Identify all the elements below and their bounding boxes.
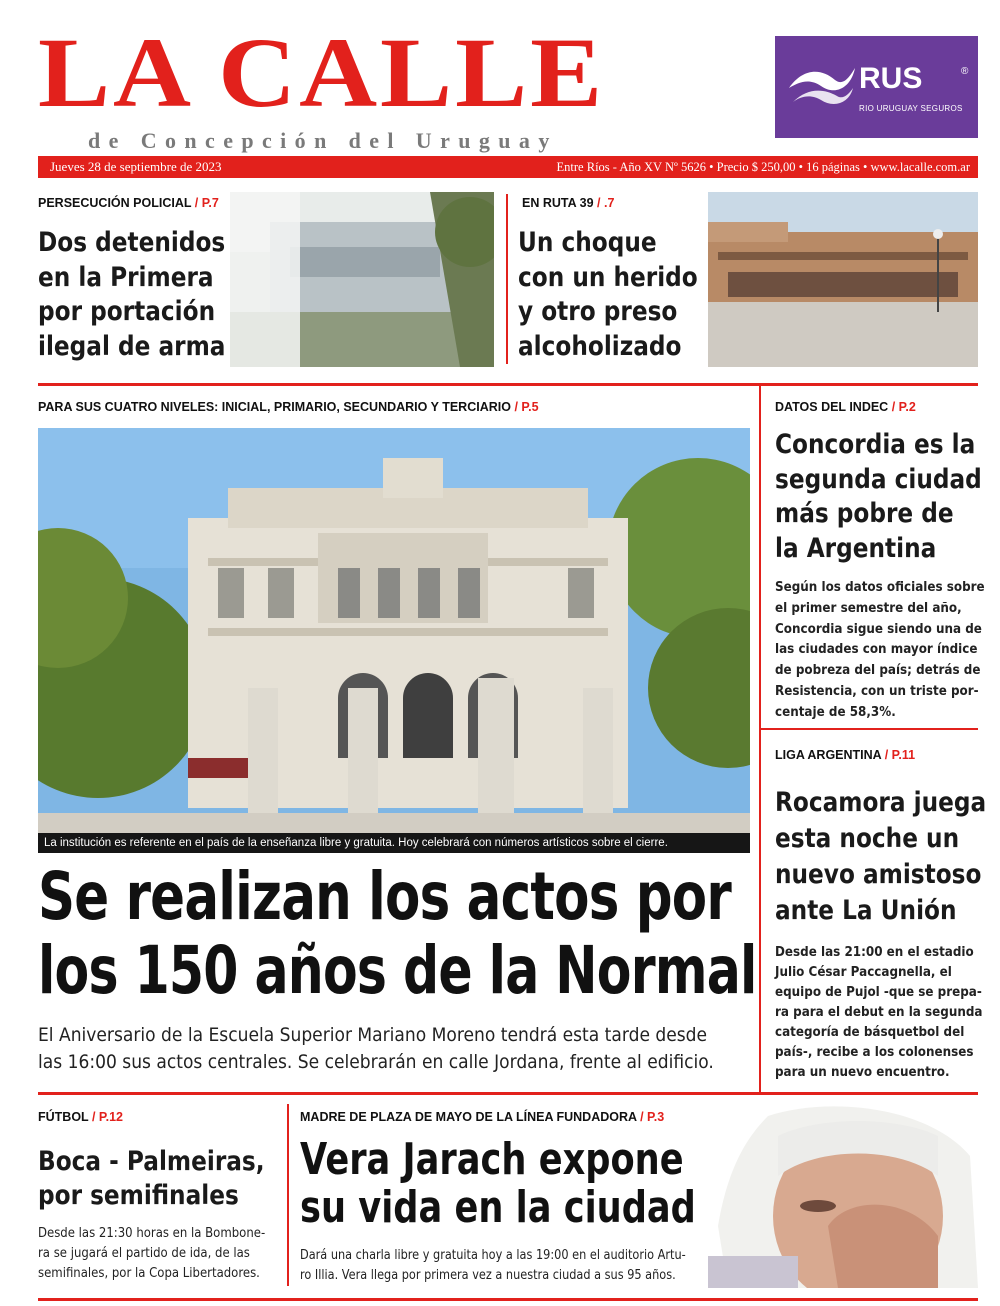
kicker-jarach: MADRE DE PLAZA DE MAYO DE LA LÍNEA FUNDADORA / P.3 [300,1110,665,1124]
section-rule [38,383,978,386]
body-rocamora: Desde las 21:00 en el estadio Julio César Paccagnella, el equipo de Pujol -que se prepa- ra para el debut en la segunda categoría de básquetbol del país-, recibe a los colonenses para un nuevo encuentro. [775,945,983,1080]
body-indec: Según los datos oficiales sobre el primer semestre del año, Concordia sigue siendo una de las ciudades con mayor índice de pobreza del país; detrás de Resistencia, con un triste por- centaje de 58,3%. [775,580,985,720]
rus-brand: RUS [859,62,923,95]
column-divider [759,384,761,1092]
rus-wave-logo-icon [785,58,857,106]
kicker-indec: DATOS DEL INDEC / P.2 [775,400,916,414]
newspaper-subtitle: de Concepción del Uruguay [88,128,558,153]
main-lead: El Aniversario de la Escuela Superior Mariano Moreno tendrá esta tarde desde las 16:00 sus actos centrales. Se celebrarán en calle Jordana, frente al edificio. [38,1024,714,1073]
page-ref: / P.2 [891,400,916,414]
edition-date: Jueves 28 de septiembre de 2023 [50,159,222,174]
kicker-normal: PARA SUS CUATRO NIVELES: INICIAL, PRIMARIO, SECUNDARIO Y TERCIARIO / P.5 [38,400,539,414]
headline-indec[interactable]: Concordia es la segunda ciudad más pobre de la Argentina [775,429,982,564]
kicker-boca: FÚTBOL / P.12 [38,1110,124,1124]
newspaper-logo[interactable]: LA CALLE [38,18,606,129]
headline-choque[interactable]: Un choque con un herido y otro preso alcoholizado [518,227,698,362]
headline-boca[interactable]: Boca - Palmeiras, por semifinales [38,1146,265,1211]
body-boca: Desde las 21:30 horas en la Bombone- ra se jugará el partido de ida, de las semifinales, por la Copa Libertadores. [38,1226,266,1281]
edition-bar [38,156,978,178]
page-ref: / .7 [597,196,615,210]
body-jarach: Dará una charla libre y gratuita hoy a las 19:00 en el auditorio Artu- ro Illia. Vera llega por primera vez a nuestra ciudad a sus 95 años. [300,1248,686,1283]
photo-caption: La institución es referente en el país de la enseñanza libre y gratuita. Hoy celebrará con números artísticos sobre el cierre. [38,833,750,853]
page-ref: / P.7 [194,196,219,210]
photo-vera-jarach [708,1106,978,1288]
headline-rocamora[interactable]: Rocamora juega esta noche un nuevo amistoso ante La Unión [775,787,987,926]
photo-escuela-normal [38,428,750,833]
page-ref: / P.11 [884,748,916,762]
kicker-choque: EN RUTA 39 / .7 [522,196,615,210]
photo-hospital [708,192,978,367]
registered-mark: ® [961,66,969,77]
page-ref: / P.12 [91,1110,124,1124]
rus-tagline: RIO URUGUAY SEGUROS [859,104,963,113]
section-rule [38,1298,978,1301]
kicker-detenidos: PERSECUCIÓN POLICIAL / P.7 [38,196,219,210]
section-rule [38,1092,978,1095]
headline-detenidos[interactable]: Dos detenidos en la Primera por portación ilegal de arma [38,227,226,362]
column-divider [506,194,508,364]
page-ref: / P.3 [640,1110,665,1124]
kicker-rocamora: LIGA ARGENTINA / P.11 [775,748,916,762]
edition-info[interactable]: Entre Ríos - Año XV Nº 5626 • Precio $ 250,00 • 16 páginas • www.lacalle.com.ar [556,160,970,174]
rus-advertisement[interactable] [775,36,978,138]
headline-jarach[interactable]: Vera Jarach expone su vida en la ciudad [300,1134,696,1233]
section-rule [761,728,978,730]
column-divider [287,1104,289,1286]
page-ref: / P.5 [514,400,539,414]
main-headline[interactable]: Se realizan los actos por los 150 años de la Normal [38,858,757,1009]
photo-comisaria [230,192,494,367]
